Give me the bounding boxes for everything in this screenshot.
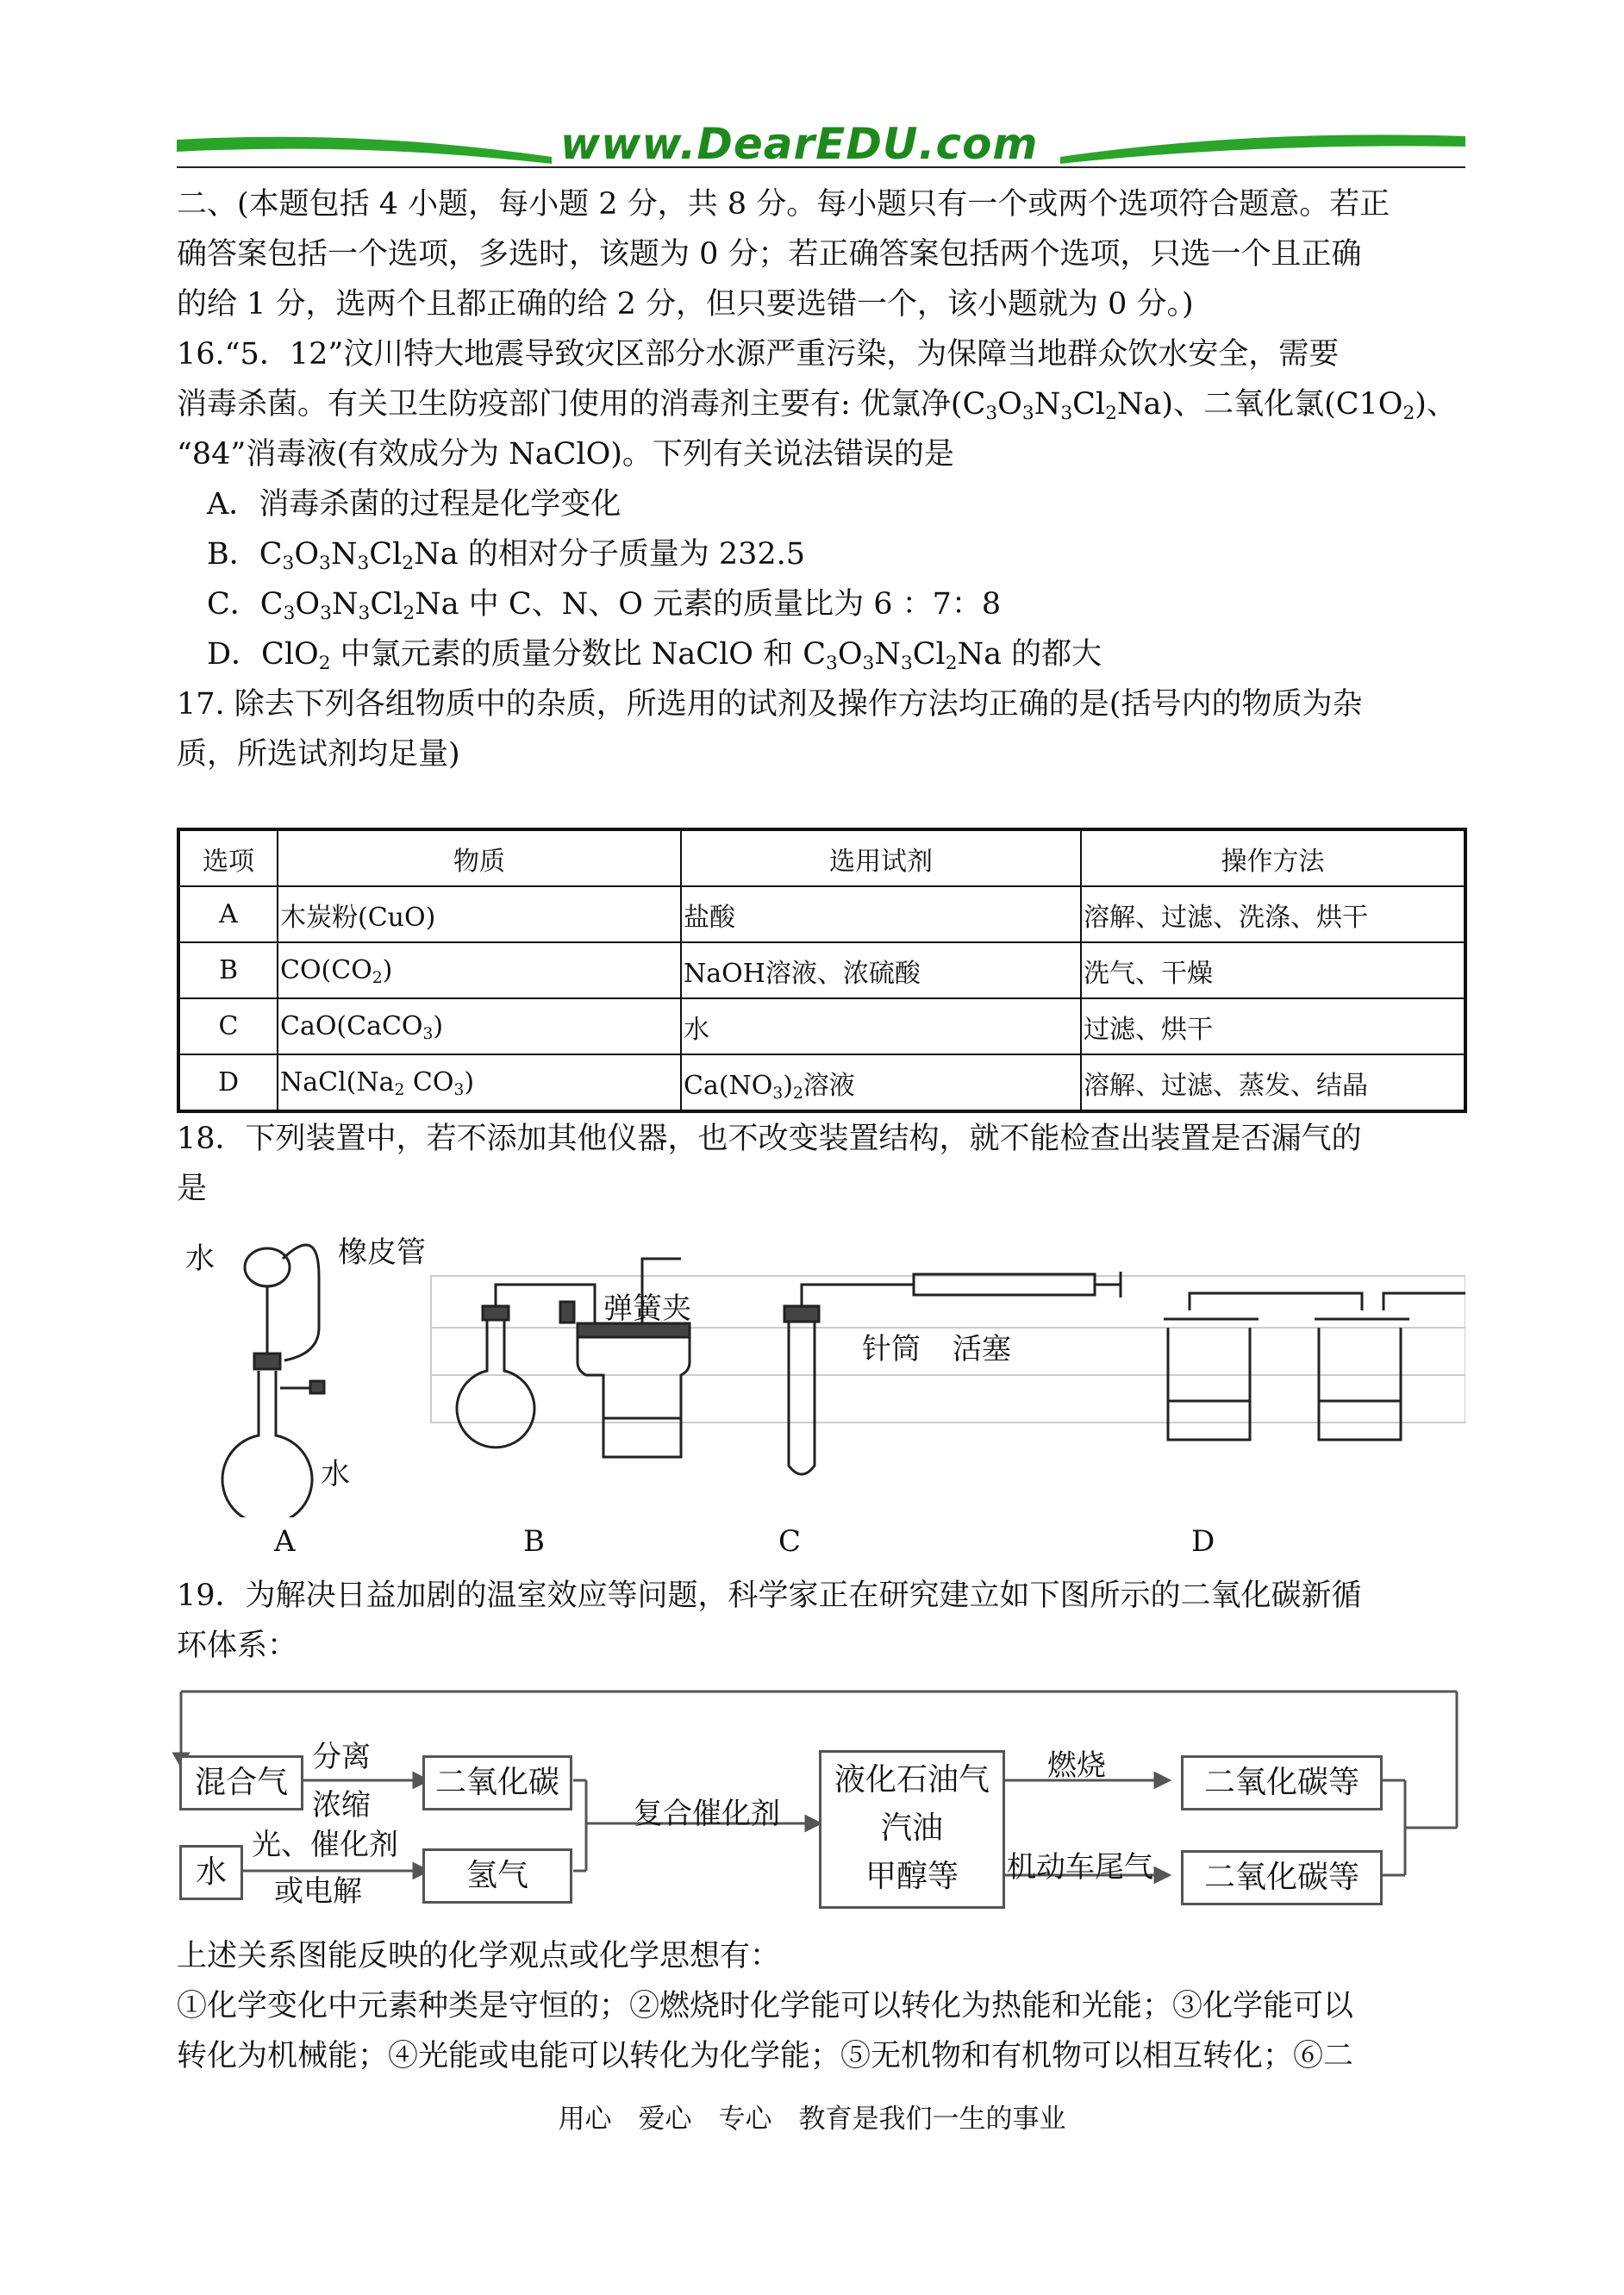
table-header: 选项 <box>178 829 278 886</box>
q18-label-spring-clip: 弹簧夹 <box>603 1291 691 1326</box>
q18-line2: 是 <box>177 1172 208 1206</box>
table-header: 物质 <box>278 829 681 886</box>
q16-option-a: A．消毒杀菌的过程是化学变化 <box>207 487 621 522</box>
table-cell: $CO(CO_2)$ <box>278 942 681 998</box>
q18-option-b: B <box>523 1524 545 1559</box>
q16-line1: 16.“5．12”汶川特大地震导致灾区部分水源严重污染，为保障当地群众饮水安全，需要 <box>177 337 1340 372</box>
table-row <box>178 1054 1465 1111</box>
q19-box-mixed-gas: 混合气 <box>179 1755 303 1810</box>
table-cell: $NaCl(Na_2$ $CO_3$) <box>278 1054 681 1111</box>
q16-line2: 消毒杀菌。有关卫生防疫部门使用的消毒剂主要有: 优氯净$(C_3O_3N_3Cl_2Na)$、二氧化氯$(C1O_2)$、 <box>177 387 1457 425</box>
q16-line3: “84”消毒液(有效成分为 NaClO)。下列有关说法错误的是 <box>177 437 954 472</box>
q16-option-d: D．ClO$_2$ 中氯元素的质量分数比 NaClO 和 $C_3O_3N_3Cl_2Na$ 的都大 <box>207 637 1102 675</box>
q18-option-d: D <box>1191 1524 1215 1559</box>
q19-line1: 19．为解决日益加剧的温室效应等问题，科学家正在研究建立如下图所示的二氧化碳新循 <box>177 1579 1362 1613</box>
q16-option-c: C．$C_3O_3N_3Cl_2Na$ 中 C、N、O 元素的质量比为 6 ：7：8 <box>207 587 1002 625</box>
table-cell: A <box>178 886 278 942</box>
q18-option-a: A <box>274 1524 296 1559</box>
q18-option-c: C <box>778 1524 802 1559</box>
q18-label-water1: 水 <box>185 1241 215 1276</box>
table-cell: B <box>178 942 278 998</box>
q19-label-catalyst: 复合催化剂 <box>634 1797 780 1831</box>
q17-table <box>177 828 1467 1113</box>
q16-option-b: B．$C_3O_3N_3Cl_2Na$ 的相对分子质量为 232.5 <box>207 537 806 575</box>
table-header-row <box>178 829 1465 886</box>
section-instructions-line3: 的给 1 分，选两个且都正确的给 2 分，但只要选错一个，该小题就为 0 分。) <box>177 287 1194 322</box>
q19-product-lpg: 液化石油气 <box>834 1762 990 1798</box>
q19-box-h2: 氢气 <box>422 1848 572 1904</box>
q19-box-output2: 二氧化碳等 <box>1181 1850 1383 1905</box>
q19-label-concentrate: 浓缩 <box>312 1788 371 1823</box>
q18-label-rubber-tube: 橡皮管 <box>338 1235 426 1270</box>
table-cell: NaOH溶液、浓硫酸 <box>681 942 1081 998</box>
q19-product-gasoline: 汽油 <box>880 1810 943 1846</box>
q17-line1: 17. 除去下列各组物质中的杂质，所选用的试剂及操作方法均正确的是(括号内的物质为杂 <box>177 687 1363 722</box>
table-cell: 过滤、烘干 <box>1081 998 1465 1054</box>
site-header <box>0 0 1624 198</box>
q19-label-light-catalyst: 光、催化剂 <box>252 1828 398 1862</box>
q19-line2: 环体系： <box>177 1629 298 1663</box>
section-instructions-line1: 二、(本题包括 4 小题，每小题 2 分，共 8 分。每小题只有一个或两个选项符合题意。若正 <box>177 187 1390 222</box>
q18-label-water2: 水 <box>321 1457 350 1491</box>
table-cell: 洗气、干燥 <box>1081 942 1465 998</box>
table-cell: 溶解、过滤、洗涤、烘干 <box>1081 886 1465 942</box>
q19-box-water: 水 <box>179 1845 243 1900</box>
q19-product-methanol: 甲醇等 <box>865 1859 959 1894</box>
site-logo-text: www.DearEDU.com <box>560 119 1039 169</box>
table-cell: C <box>178 998 278 1054</box>
q18-label-syringe: 针筒 <box>862 1332 921 1366</box>
table-cell: 木炭粉(CuO) <box>278 886 681 942</box>
table-header: 操作方法 <box>1081 829 1465 886</box>
table-cell: D <box>178 1054 278 1111</box>
table-cell: 水 <box>681 998 1081 1054</box>
q19-box-output1: 二氧化碳等 <box>1181 1755 1383 1810</box>
q19-box-co2: 二氧化碳 <box>422 1755 572 1810</box>
q19-label-burn: 燃烧 <box>1047 1748 1106 1783</box>
q19-label-exhaust: 机动车尾气 <box>1007 1850 1153 1885</box>
page-footer: 用心 爱心 专心 教育是我们一生的事业 <box>558 2104 1066 2135</box>
q19-label-separate: 分离 <box>312 1740 371 1774</box>
table-row <box>178 886 1465 942</box>
table-row <box>178 942 1465 998</box>
table-cell: CaO(CaCO$_3$) <box>278 998 681 1054</box>
table-cell: 溶解、过滤、蒸发、结晶 <box>1081 1054 1465 1111</box>
q19-line4: ①化学变化中元素种类是守恒的；②燃烧时化学能可以转化为热能和光能；③化学能可以 <box>177 1989 1354 2023</box>
table-header: 选用试剂 <box>681 829 1081 886</box>
q19-box-products <box>819 1750 1005 1909</box>
q19-line3: 上述关系图能反映的化学观点或化学思想有： <box>177 1939 781 1973</box>
q18-label-piston: 活塞 <box>953 1332 1011 1366</box>
q18-line1: 18．下列装置中，若不添加其他仪器，也不改变装置结构，就不能检查出装置是否漏气的 <box>177 1122 1362 1156</box>
q17-line2: 质，所选试剂均足量) <box>177 737 460 772</box>
table-cell: $Ca(NO_3)_2$溶液 <box>681 1054 1081 1111</box>
q19-line5: 转化为机械能；④光能或电能可以转化为化学能；⑤无机物和有机物可以相互转化；⑥二 <box>177 2039 1354 2073</box>
section-instructions-line2: 确答案包括一个选项，多选时，该题为 0 分；若正确答案包括两个选项，只选一个且正确 <box>177 237 1362 272</box>
q19-label-electrolysis: 或电解 <box>274 1874 362 1909</box>
table-cell: 盐酸 <box>681 886 1081 942</box>
table-row <box>178 998 1465 1054</box>
